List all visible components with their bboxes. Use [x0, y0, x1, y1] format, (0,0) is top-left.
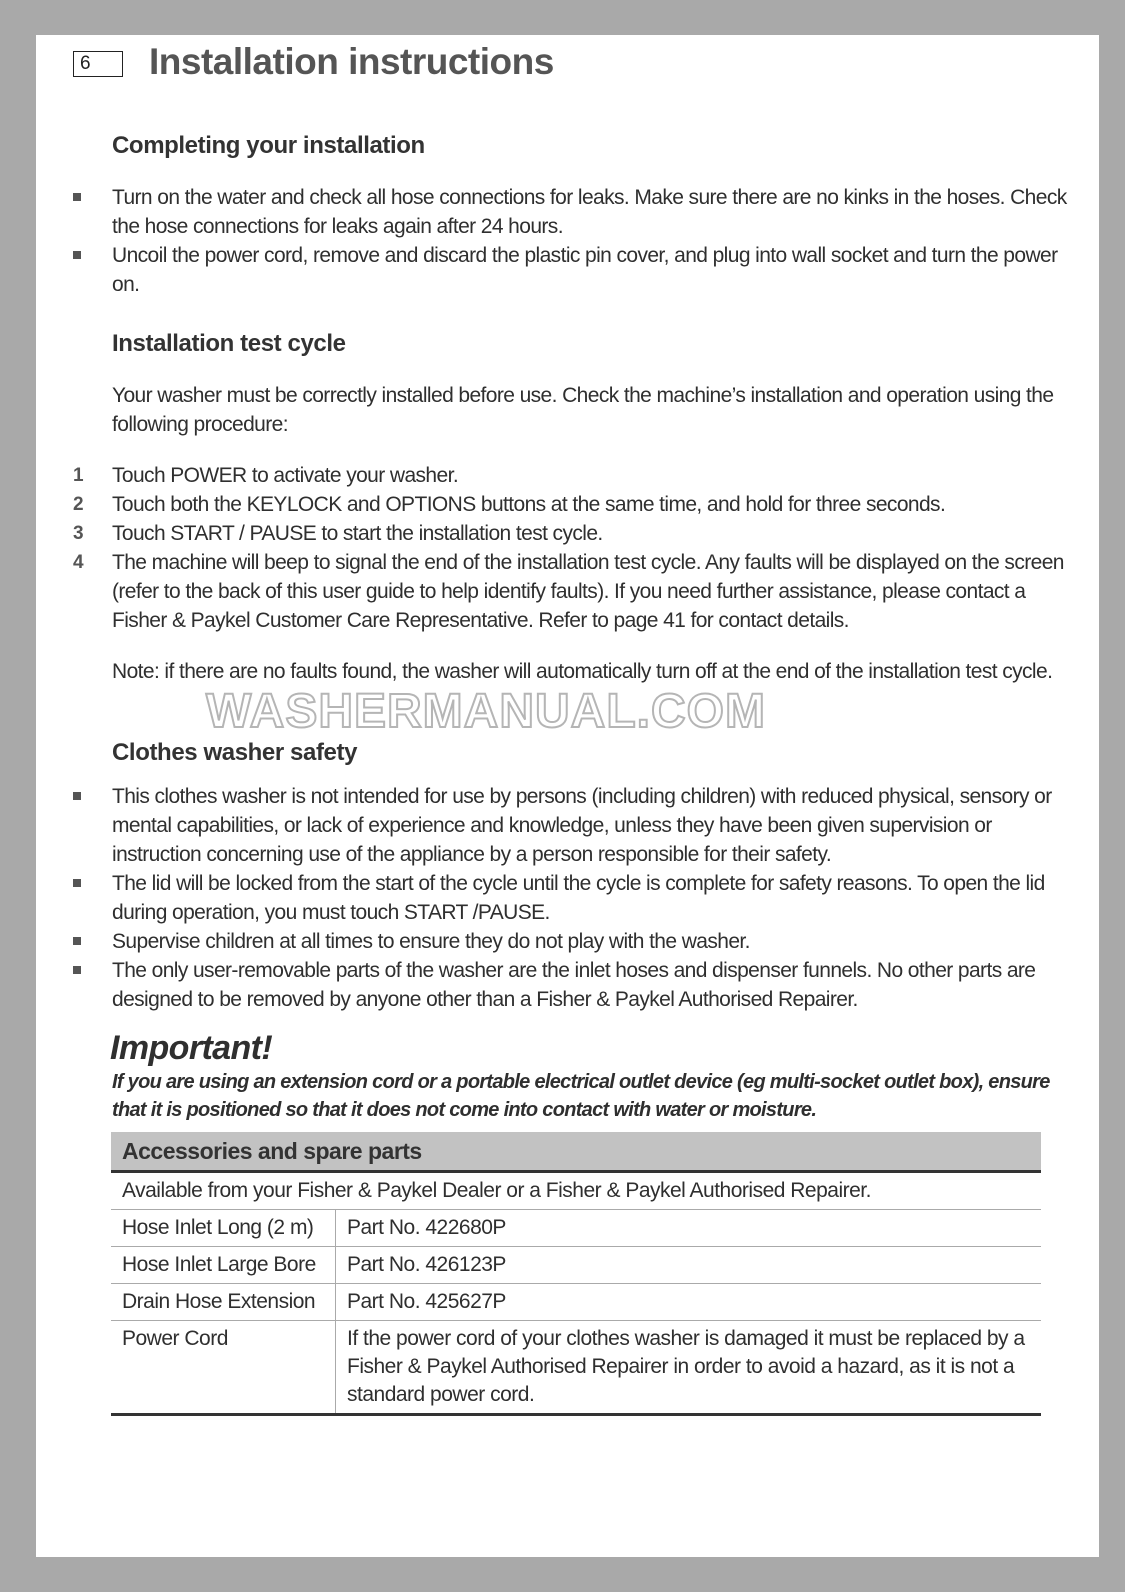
- completing-list: [36, 183, 1076, 299]
- bullet-icon: [73, 937, 81, 945]
- test-cycle-steps: [36, 461, 1076, 635]
- item-name: Hose Inlet Large Bore: [111, 1247, 336, 1284]
- safety-heading: Clothes washer safety: [112, 739, 358, 766]
- step-item: 4 The machine will beep to signal the end of the installation test cycle. Any faults will be displayed on the screen (refer to the back of this user guide to help identify faults). If you need further assistance, please contact a Fisher & Paykel Customer Care Representative. Refer to page 41 for contact details.: [36, 548, 1076, 635]
- page-header: [36, 41, 1099, 101]
- test-cycle-heading: Installation test cycle: [112, 330, 346, 357]
- accessories-availability: Available from your Fisher & Paykel Dealer or a Fisher & Paykel Authorised Repairer.: [111, 1172, 1041, 1210]
- step-number: 2: [73, 494, 83, 515]
- step-number: 3: [73, 523, 83, 544]
- table-row: [111, 1284, 1041, 1321]
- step-item: 2 Touch both the KEYLOCK and OPTIONS buttons at the same time, and hold for three seconds.: [36, 490, 1076, 519]
- bullet-icon: [73, 193, 81, 201]
- step-number: 4: [73, 552, 83, 573]
- bullet-icon: [73, 251, 81, 259]
- watermark: WASHERMANUAL.COM: [206, 685, 766, 738]
- table-row: [111, 1247, 1041, 1284]
- item-detail: Part No. 422680P: [336, 1210, 1042, 1247]
- step-item: 1 Touch POWER to activate your washer.: [36, 461, 1076, 490]
- item-name: Power Cord: [111, 1321, 336, 1415]
- step-item: 3 Touch START / PAUSE to start the installation test cycle.: [36, 519, 1076, 548]
- accessories-heading: Accessories and spare parts: [111, 1132, 1041, 1172]
- item-name: Hose Inlet Long (2 m): [111, 1210, 336, 1247]
- item-detail: Part No. 425627P: [336, 1284, 1042, 1321]
- completing-heading: Completing your installation: [112, 132, 425, 159]
- step-number: 1: [73, 465, 83, 486]
- table-row: [111, 1321, 1041, 1415]
- list-item: Turn on the water and check all hose connections for leaks. Make sure there are no kinks in the hoses. Check the hose connections for leaks again after 24 hours.: [36, 183, 1076, 241]
- list-item: The lid will be locked from the start of the cycle until the cycle is complete for safety reasons. To open the lid during operation, you must touch START /PAUSE.: [36, 869, 1076, 927]
- item-name: Drain Hose Extension: [111, 1284, 336, 1321]
- bullet-icon: [73, 792, 81, 800]
- bullet-icon: [73, 966, 81, 974]
- table-row: [111, 1210, 1041, 1247]
- item-detail: Part No. 426123P: [336, 1247, 1042, 1284]
- important-title: Important!: [110, 1029, 273, 1067]
- test-cycle-note: Note: if there are no faults found, the washer will automatically turn off at the end of the installation test cycle.: [112, 660, 1053, 683]
- list-item: Uncoil the power cord, remove and discard the plastic pin cover, and plug into wall socket and turn the power on.: [36, 241, 1076, 299]
- bullet-icon: [73, 879, 81, 887]
- list-item: This clothes washer is not intended for use by persons (including children) with reduced physical, sensory or mental capabilities, or lack of experience and knowledge, unless they have been given supervision or instruction concerning use of the appliance by a person responsible for their safety.: [36, 782, 1076, 869]
- test-cycle-intro: Your washer must be correctly installed before use. Check the machine’s installation and operation using the following procedure:: [112, 384, 1054, 436]
- accessories-table: [111, 1132, 1041, 1416]
- list-item: Supervise children at all times to ensure they do not play with the washer.: [36, 927, 1076, 956]
- important-text: If you are using an extension cord or a portable electrical outlet device (eg multi-socket outlet box), ensure that it is positioned so that it does not come into contact with water or moisture.: [112, 1071, 1050, 1121]
- safety-list: [36, 782, 1076, 1014]
- item-detail: If the power cord of your clothes washer is damaged it must be replaced by a Fisher & Paykel Authorised Repairer in order to avoid a hazard, as it is not a standard power cord.: [336, 1321, 1042, 1415]
- page-number: 6: [73, 51, 123, 77]
- page-title: Installation instructions: [149, 41, 554, 82]
- manual-page: [36, 35, 1099, 1557]
- list-item: The only user-removable parts of the washer are the inlet hoses and dispenser funnels. No other parts are designed to be removed by anyone other than a Fisher & Paykel Authorised Repairer.: [36, 956, 1076, 1014]
